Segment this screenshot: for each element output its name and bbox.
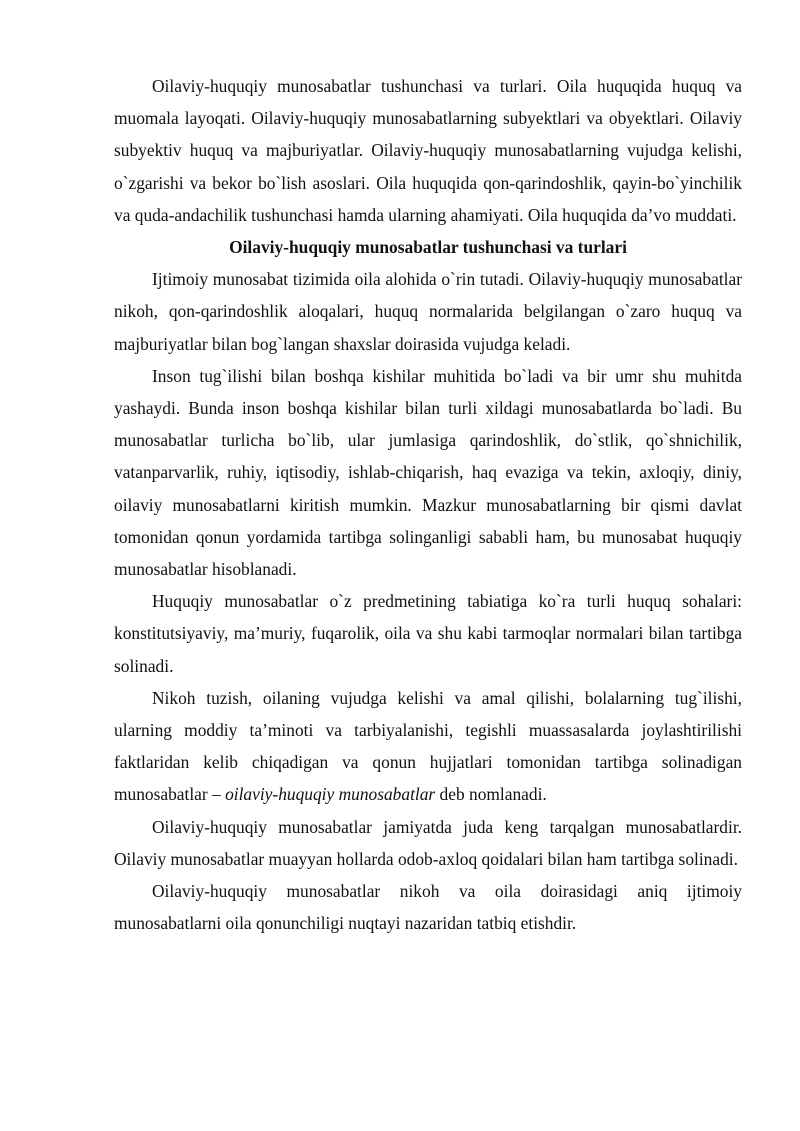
paragraph-5: Oilaviy-huquqiy munosabatlar jamiyatda juda keng tarqalgan munosabatlardir. Oilaviy munosabatlar muayyan hollarda odob-axloq qoidalari bilan ham tartibga solinadi. — [114, 816, 742, 869]
document-page — [114, 70, 742, 939]
paragraph-4 — [114, 682, 742, 811]
defined-term: oilaviy-huquqiy munosabatlar — [225, 784, 436, 805]
intro-paragraph: Oilaviy-huquqiy munosabatlar tushunchasi va turlari. Oila huquqida huquq va muomala layoqati. Oilaviy-huquqiy munosabatlarning subyektlari va obyektlari. Oilaviy subyektiv huquq va majburiyatlar. Oilaviy-huquqiy munosabatlarning vujudga kelishi, o`zgarishi va bekor bo`lish asoslari. Oila huquqida qon-qarindoshlik, qayin-bo`yinchilik va quda-andachilik tushunchasi hamda ularning ahamiyati. Oila huquqida da’vo muddati. — [114, 76, 742, 225]
paragraph-2: Inson tug`ilishi bilan boshqa kishilar muhitida bo`ladi va bir umr shu muhitda yashaydi. Bunda inson boshqa kishilar bilan turli xildagi munosabatlarda bo`ladi. Bu munosabatlar turlicha bo`lib, ular jumlasiga qarindoshlik, do`stlik, qo`shnichilik, vatanparvarlik, ruhiy, iqtisodiy, ishlab-chiqarish, haq evaziga va tekin, axloqiy, diniy, oilaviy munosabatlarni kiritish mumkin. Mazkur munosabatlarning bir qismi davlat tomonidan qonun yordamida tartibga solinganligi sababli ham, bu munosabat huquqiy munosabatlar hisoblanadi. — [114, 365, 742, 580]
section-heading: Oilaviy-huquqiy munosabatlar tushunchasi va turlari — [229, 237, 627, 258]
paragraph-4-start: Nikoh tuzish, oilaning vujudga kelishi va amal qilishi, bolalarning tug`ilishi, ularning moddiy ta’minoti va tarbiyalanishi, tegishli muassasalarda joylashtirilishi faktlaridan kelib chiqadigan va qonun hujjatlari tomonidan tartibga solinadigan munosabatlar – — [114, 687, 742, 805]
paragraph-1: Ijtimoiy munosabat tizimida oila alohida o`rin tutadi. Oilaviy-huquqiy munosabatlar nikoh, qon-qarindoshlik aloqalari, huquq normalarida belgilangan o`zaro huquq va majburiyatlar bilan bog`langan shaxslar doirasida vujudga keladi. — [114, 269, 742, 354]
paragraph-3: Huquqiy munosabatlar o`z predmetining tabiatiga ko`ra turli huquq sohalari: konstitutsiyaviy, ma’muriy, fuqarolik, oila va shu kabi tarmoqlar normalari bilan tartibga solinadi. — [114, 591, 742, 676]
paragraph-6: Oilaviy-huquqiy munosabatlar nikoh va oila doirasidagi aniq ijtimoiy munosabatlarni oila qonunchiligi nuqtayi nazaridan tatbiq etishdir. — [114, 881, 742, 934]
paragraph-4-end: deb nomlanadi. — [435, 784, 547, 805]
